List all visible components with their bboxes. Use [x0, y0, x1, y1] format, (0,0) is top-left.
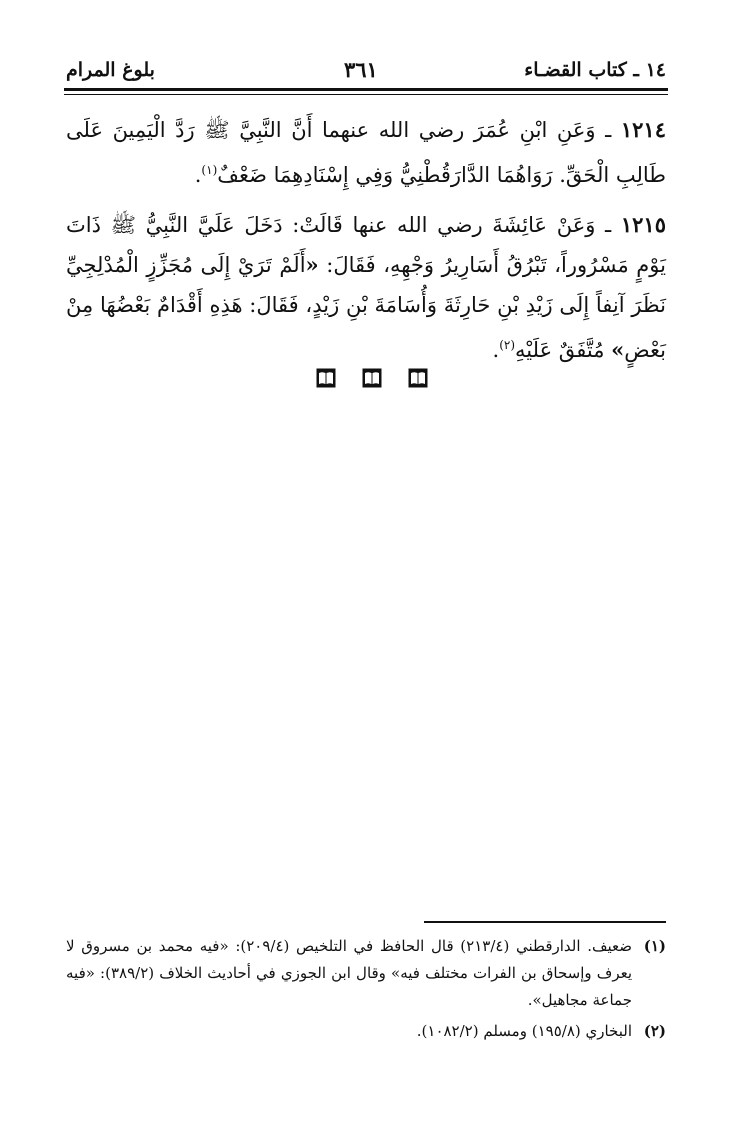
book-icon: [362, 368, 382, 388]
footnote-text: ضعيف. الدارقطني (٢١٣/٤) قال الحافظ في التلخيص (٢٠٩/٤): «فيه محمد بن مسروق لا يعرف وإسحاق بن الفرات مختلف فيه» وقال ابن الجوزي في أحاديث الخلاف (٣٨٩/٢): «فيه جماعة مجاهيل».: [66, 937, 633, 1009]
hadith-grading: مُتَّفَقٌ عَلَيْهِ: [515, 338, 612, 362]
quote-close-mark: »: [611, 337, 625, 362]
book-icon: [316, 368, 336, 388]
hadith-number: ١٢١٥: [620, 212, 666, 237]
book-title: بلوغ المرام: [66, 59, 155, 81]
footnote-marker: (٢): [643, 1022, 666, 1040]
hadith-end: .: [492, 338, 500, 362]
footnote-text: البخاري (١٩٥/٨) ومسلم (١٠٨٢/٢).: [416, 1022, 632, 1040]
footnote-rule: [424, 921, 666, 923]
book-icon: [408, 368, 428, 388]
chapter-title: ١٤ ـ كتاب القضـاء: [524, 59, 666, 81]
section-divider: [0, 368, 744, 392]
footnote-marker: (١): [643, 937, 666, 955]
footnotes: [66, 933, 666, 1045]
footnote-2: [66, 1018, 666, 1045]
page-number: ٣٦١: [344, 57, 378, 82]
main-text: [66, 110, 666, 380]
header-rule: [64, 88, 668, 91]
footnote-1: [66, 933, 666, 1014]
hadith-text: ـ وَعَنْ عَائِشَةَ رضي الله عنها قَالَتْ: دَخَلَ عَلَيَّ النَّبِيُّ ﷺ ذَاتَ يَوْمٍ مَسْرُوراً، تَبْرُقُ أَسَارِيرُ وَجْهِهِ، فَقَالَ:: [66, 213, 666, 277]
hadith-quote: أَلَمْ تَرَيْ إِلَى مُجَزِّزٍ الْمُدْلِجِيِّ نَظَرَ آنِفاً إِلَى زَيْدِ بْنِ حَارِثَةَ وَأُسَامَةَ بْنِ زَيْدٍ، فَقَالَ: هَذِهِ أَقْدَامٌ بَعْضُهَا مِنْ بَعْضٍ: [66, 253, 666, 362]
hadith-text: ـ وَعَنِ ابْنِ عُمَرَ رضي الله عنهما أَنَّ النَّبِيَّ ﷺ رَدَّ الْيَمِينَ عَلَى طَالِبِ الْحَقِّ. رَوَاهُمَا الدَّارَقُطْنِيُّ وَفِي إِسْنَادِهِمَا ضَعْفٌ: [66, 118, 666, 187]
hadith-1214: [66, 110, 666, 195]
running-header: [64, 55, 668, 91]
hadith-1215: [66, 205, 666, 370]
quote-open-mark: «: [305, 252, 319, 277]
hadith-end: .: [194, 163, 202, 187]
footnote-ref[interactable]: (٢): [499, 338, 516, 352]
hadith-number: ١٢١٤: [620, 117, 666, 142]
header-rule-thin: [64, 94, 668, 95]
footnote-ref[interactable]: (١): [201, 163, 218, 177]
